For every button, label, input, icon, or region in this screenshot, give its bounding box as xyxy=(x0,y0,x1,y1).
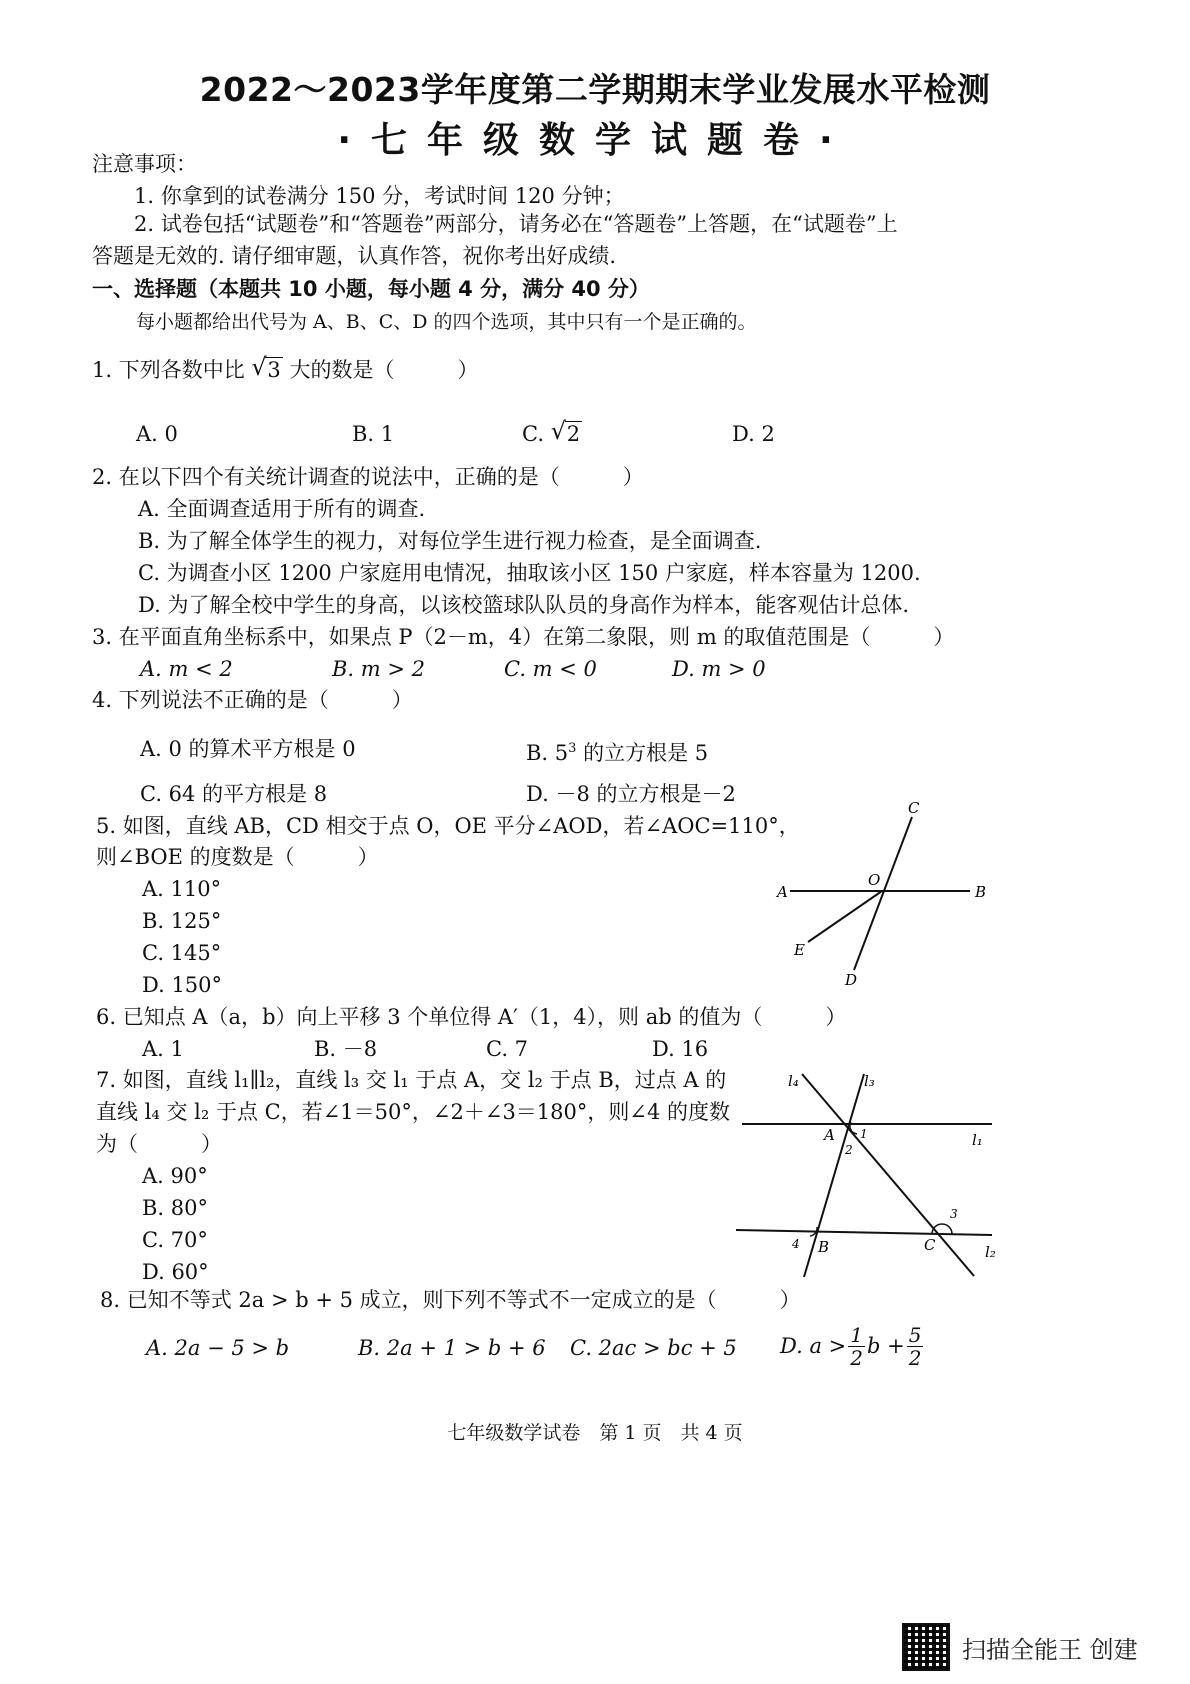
q7-option-d: D. 60° xyxy=(142,1260,209,1284)
q3-option-d: D. m > 0 xyxy=(672,657,766,681)
sqrt-symbol: √ 3 xyxy=(251,356,282,384)
q5-option-a: A. 110° xyxy=(142,877,222,901)
q3-option-b: B. m > 2 xyxy=(332,657,426,681)
sqrt-symbol: √ 2 xyxy=(551,420,582,448)
q4-option-d: D. －8 的立方根是－2 xyxy=(526,782,736,806)
section-heading: 一、选择题（本题共 10 小题，每小题 4 分，满分 40 分） xyxy=(92,277,650,301)
fig7-label-b: B xyxy=(818,1238,830,1256)
q8-option-d: D. a > $\frac{1}{2}$ b + $\frac{5}{2}$ xyxy=(780,1322,922,1370)
q5-option-d: D. 150° xyxy=(142,973,223,997)
question-2-stem: 2. 在以下四个有关统计调查的说法中，正确的是（ ） xyxy=(92,465,644,489)
fraction: $\frac{5}{2}$ xyxy=(908,1322,922,1370)
exam-title: 2022～2023学年度第二学期期末学业发展水平检测 xyxy=(199,70,991,109)
q1-option-b: B. 1 xyxy=(352,422,395,446)
q1-option-d: D. 2 xyxy=(732,422,775,446)
ray-oe xyxy=(808,891,882,942)
q7-option-a: A. 90° xyxy=(142,1164,208,1188)
fig7-label-l3: l₃ xyxy=(864,1072,875,1090)
q6-option-c: C. 7 xyxy=(486,1037,529,1061)
q8-option-c: C. 2ac > bc + 5 xyxy=(570,1336,737,1360)
fig7-label-4: 4 xyxy=(792,1237,800,1251)
question-7-stem-end: 为（ ） xyxy=(96,1132,222,1156)
line-l3 xyxy=(804,1074,864,1277)
fig7-label-l2: l₂ xyxy=(985,1243,996,1261)
fig5-label-b: B xyxy=(975,883,987,901)
scanner-watermark: 扫描全能王 创建 xyxy=(962,1636,1138,1664)
q7-figure xyxy=(730,1062,1010,1287)
fig5-label-e: E xyxy=(794,941,805,959)
q3-option-c: C. m < 0 xyxy=(504,657,597,681)
q6-option-d: D. 16 xyxy=(652,1037,709,1061)
question-7-stem-cont: 直线 l₄ 交 l₂ 于点 C，若∠1＝50°，∠2＋∠3＝180°，则∠4 的度数 xyxy=(96,1100,731,1124)
section-instruction: 每小题都给出代号为 A、B、C、D 的四个选项，其中只有一个是正确的。 xyxy=(136,311,757,333)
fig7-label-1: 1 xyxy=(860,1127,868,1141)
q4-option-a: A. 0 的算术平方根是 0 xyxy=(140,737,356,761)
q1-option-a: A. 0 xyxy=(136,422,178,446)
q1-option-c: C. √ 2 xyxy=(522,420,582,448)
question-7-stem: 7. 如图，直线 l₁∥l₂，直线 l₃ 交 l₁ 于点 A，交 l₂ 于点 B，过点 A 的 xyxy=(96,1068,727,1092)
fig7-label-l1: l₁ xyxy=(972,1131,983,1149)
q8-option-a: A. 2a − 5 > b xyxy=(146,1336,290,1360)
question-8-stem: 8. 已知不等式 2a > b + 5 成立，则下列不等式不一定成立的是（ ） xyxy=(100,1288,801,1312)
q7-option-c: C. 70° xyxy=(142,1228,208,1252)
question-1-stem: 1. 下列各数中比 √ 3 大的数是（ ） xyxy=(92,356,478,384)
line-cd xyxy=(854,817,912,970)
fig7-label-2: 2 xyxy=(845,1143,853,1157)
q4-option-c: C. 64 的平方根是 8 xyxy=(140,782,328,806)
q5-option-c: C. 145° xyxy=(142,941,222,965)
question-5-stem: 5. 如图，直线 AB，CD 相交于点 O，OE 平分∠AOD，若∠AOC=110°， xyxy=(96,814,800,838)
q5-figure xyxy=(760,795,1020,995)
q2-option-c: C. 为调查小区 1200 户家庭用电情况，抽取该小区 150 户家庭，样本容量为 1200. xyxy=(138,561,921,585)
q8-option-b: B. 2a + 1 > b + 6 xyxy=(358,1336,546,1360)
fig5-label-a: A xyxy=(777,883,788,901)
fig7-label-l4: l₄ xyxy=(788,1072,799,1090)
notes-heading: 注意事项： xyxy=(92,152,197,176)
question-5-stem-cont: 则∠BOE 的度数是（ ） xyxy=(96,845,379,869)
fig7-label-c: C xyxy=(924,1236,936,1254)
q2-option-a: A. 全面调查适用于所有的调查. xyxy=(138,497,426,521)
question-3-stem: 3. 在平面直角坐标系中，如果点 P（2－m，4）在第二象限，则 m 的取值范围是（ ） xyxy=(92,625,955,649)
question-6-stem: 6. 已知点 A（a，b）向上平移 3 个单位得 A′（1，4），则 ab 的值为（ ） xyxy=(96,1005,847,1029)
q4-option-b: B. $5^3$ 的立方根是 5 xyxy=(526,741,709,765)
fig5-label-c: C xyxy=(908,799,920,817)
qr-code-icon xyxy=(902,1623,950,1671)
fraction: $\frac{1}{2}$ xyxy=(850,1322,863,1370)
q3-option-a: A. m < 2 xyxy=(140,657,233,681)
q7-option-b: B. 80° xyxy=(142,1196,209,1220)
q2-option-d: D. 为了解全校中学生的身高，以该校篮球队队员的身高作为样本，能客观估计总体. xyxy=(138,593,910,617)
fig7-label-a: A xyxy=(824,1126,835,1144)
fig5-label-d: D xyxy=(845,971,858,989)
q2-option-b: B. 为了解全体学生的视力，对每位学生进行视力检查，是全面调查. xyxy=(138,529,762,553)
question-4-stem: 4. 下列说法不正确的是（ ） xyxy=(92,688,413,712)
notes-item-2: 2. 试卷包括“试题卷”和“答题卷”两部分，请务必在“答题卷”上答题，在“试题卷”上 xyxy=(134,212,898,236)
q6-option-b: B. －8 xyxy=(314,1037,378,1061)
q5-option-b: B. 125° xyxy=(142,909,222,933)
fig7-label-3: 3 xyxy=(950,1207,958,1221)
q6-option-a: A. 1 xyxy=(142,1037,184,1061)
exam-subtitle: ·七年级数学试题卷· xyxy=(337,120,853,161)
line-l2 xyxy=(736,1230,992,1235)
page-footer: 七年级数学试卷 第 1 页 共 4 页 xyxy=(447,1422,743,1444)
notes-item-2-cont: 答题是无效的. 请仔细审题，认真作答，祝你考出好成绩. xyxy=(92,244,617,268)
notes-item-1: 1. 你拿到的试卷满分 150 分，考试时间 120 分钟； xyxy=(134,184,625,208)
fig5-label-o: O xyxy=(868,871,881,889)
